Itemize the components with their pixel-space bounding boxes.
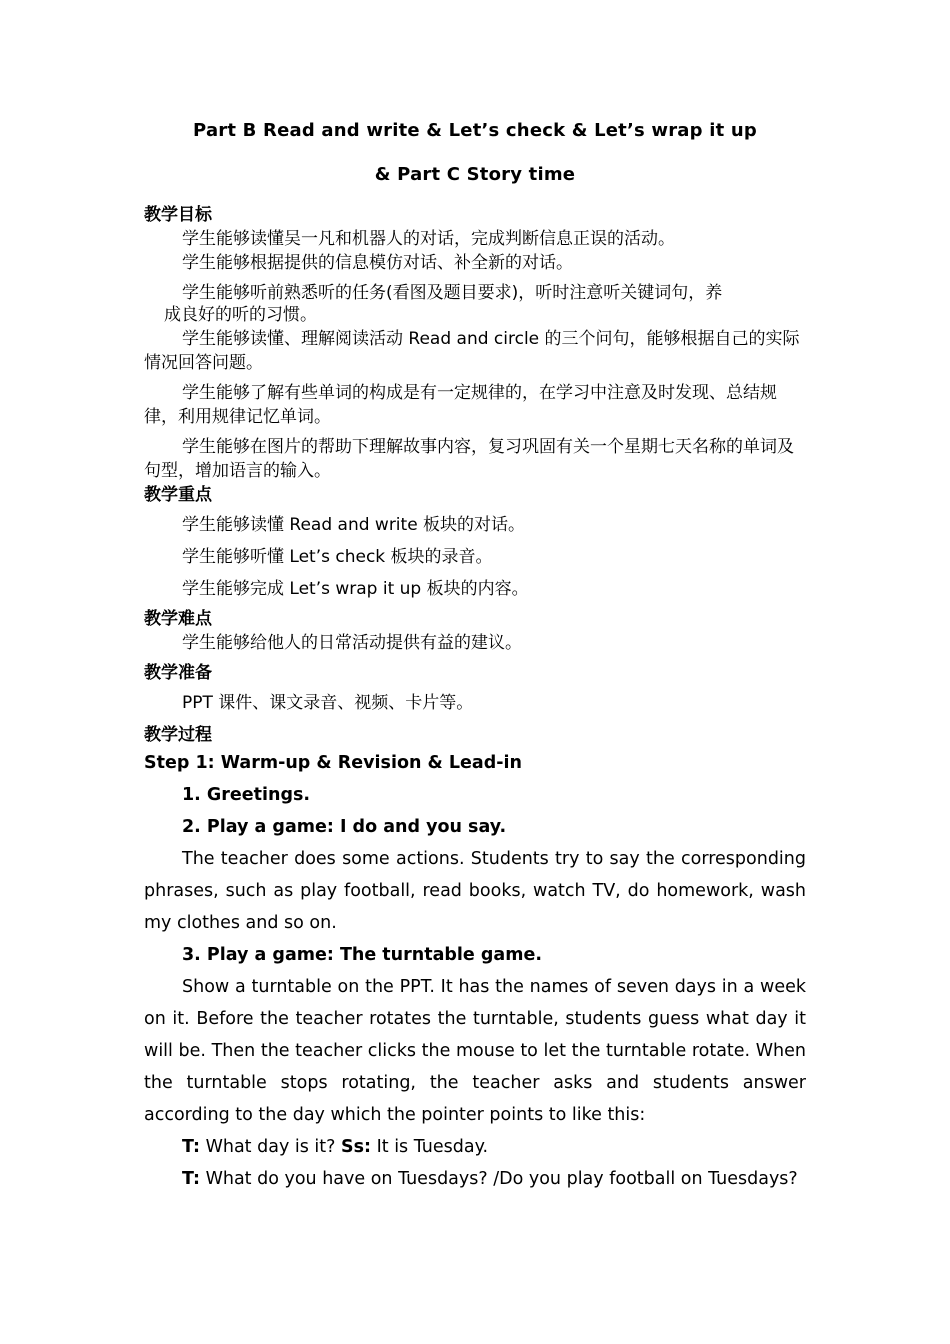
- process-heading: 教学过程: [144, 725, 212, 745]
- preparation-heading: 教学准备: [144, 663, 212, 683]
- game2-description: Show a turntable on the PPT. It has the names of seven days in a week on it. Before the teacher rotates the turntable, students guess what day it will be. Then the teacher clicks the mouse to let the turntable rotate. When the turntable stops rotating, the teacher asks and students answer according to the day which the pointer points to like this:: [144, 977, 806, 1125]
- speaker-students: Ss:: [341, 1137, 372, 1157]
- objective-item-continued: 成良好的听的习惯。: [164, 305, 317, 325]
- difficulties-heading: 教学难点: [144, 609, 212, 629]
- game1-description: The teacher does some actions. Students try to say the corresponding phrases, such as play football, read books, watch TV, do homework, wash my clothes and so on.: [144, 849, 806, 933]
- objective-item: 学生能够读懂吴一凡和机器人的对话，完成判断信息正误的活动。: [182, 229, 675, 249]
- objective-item: 学生能够听前熟悉听的任务(看图及题目要求)，听时注意听关键词句，养: [182, 283, 723, 303]
- step1-item-greetings: 1. Greetings.: [182, 785, 311, 805]
- objective-item: 学生能够了解有些单词的构成是有一定规律的，在学习中注意及时发现、总结规律，利用规律记忆单词。: [144, 383, 777, 427]
- page-title-line2: & Part C Story time: [374, 164, 576, 185]
- document-body: [144, 203, 806, 1195]
- dialogue-line-2: [144, 1163, 806, 1195]
- key-point-item: 学生能够读懂 Read and write 板块的对话。: [182, 515, 526, 535]
- speaker-teacher: T:: [182, 1137, 200, 1157]
- objectives-heading: 教学目标: [144, 205, 212, 225]
- objective-item: 学生能够读懂、理解阅读活动 Read and circle 的三个问句，能够根据自己的实际情况回答问题。: [144, 329, 800, 373]
- step1-heading: Step 1: Warm-up & Revision & Lead-in: [144, 753, 522, 773]
- key-point-item: 学生能够听懂 Let’s check 板块的录音。: [182, 547, 493, 567]
- key-points-heading: 教学重点: [144, 485, 212, 505]
- dialogue-line-1: [144, 1131, 806, 1163]
- key-point-item: 学生能够完成 Let’s wrap it up 板块的内容。: [182, 579, 529, 599]
- speaker-teacher: T:: [182, 1169, 200, 1189]
- dialogue-text: It is Tuesday.: [376, 1137, 489, 1157]
- page-title-line1: Part B Read and write & Let’s check & Let’s wrap it up: [193, 120, 757, 141]
- step1-item-game1: 2. Play a game: I do and you say.: [182, 817, 507, 837]
- dialogue-text: What day is it?: [205, 1137, 336, 1157]
- step1-item-game2: 3. Play a game: The turntable game.: [182, 945, 542, 965]
- dialogue-text: What do you have on Tuesdays? /Do you play football on Tuesdays?: [205, 1169, 798, 1189]
- difficulty-item: 学生能够给他人的日常活动提供有益的建议。: [182, 633, 522, 653]
- objective-item: 学生能够在图片的帮助下理解故事内容，复习巩固有关一个星期七天名称的单词及句型，增加语言的输入。: [144, 437, 794, 481]
- objective-item: 学生能够根据提供的信息模仿对话、补全新的对话。: [182, 253, 573, 273]
- preparation-item: PPT 课件、课文录音、视频、卡片等。: [182, 693, 474, 713]
